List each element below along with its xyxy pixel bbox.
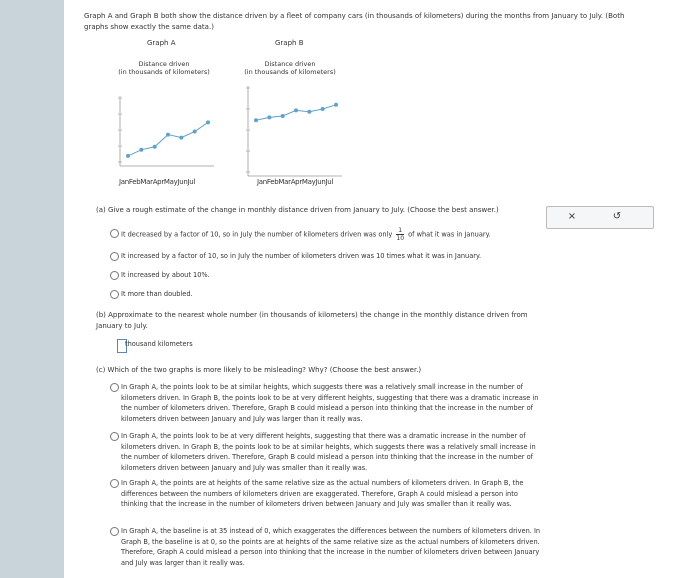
graph-b-ylabel-line2: (in thousands of kilometers) [244,68,336,76]
radio-button[interactable] [110,271,119,280]
part-c-option-2[interactable] [110,431,540,475]
data-point-jun [321,107,325,111]
part-c-option-3-text: In Graph A, the points are at heights of the same relative size as the actual numbers of kilometers driven. In Graph B, the differences between the numbers of kilometers driven are exaggerated. Therefore, Graph A could mislead a person into thinking that the increase in the number of kilometers driven between January and July was smaller than it really was. [121,479,524,508]
graph-a-ylabel-line2: (in thousands of kilometers) [118,68,210,76]
data-point-jan [126,154,130,158]
data-point-may [179,136,183,140]
undo-icon[interactable]: ↺ [612,211,622,222]
part-a-option-2-text: It increased by a factor of 10, so in July the number of kilometers driven was 10 times what it was in January. [121,252,482,260]
part-c-option-1[interactable] [110,382,540,426]
part-b-unit: thousand kilometers [125,340,193,348]
option-text-after: of what it was in January. [408,230,491,239]
data-point-jun [193,130,197,134]
data-point-feb [139,148,143,152]
radio-button[interactable] [110,479,119,488]
data-point-mar [153,145,157,149]
radio-button[interactable] [110,527,119,536]
graph-b-plot [246,86,342,176]
radio-button[interactable] [110,252,119,261]
answer-tools [546,206,654,229]
part-a-question: (a) Give a rough estimate of the change in monthly distance driven from January to July. (Choose the best answer.) [96,206,499,214]
fraction-denominator: 10 [396,235,405,242]
graph-a-chart [102,80,222,180]
data-point-jul [334,103,338,107]
radio-button[interactable] [110,229,119,238]
part-c-option-4[interactable] [110,526,540,570]
part-c-option-3[interactable] [110,478,540,522]
data-point-apr [294,108,298,112]
graph-a-title: Graph A [147,39,176,47]
fraction-numerator: 1 [398,227,403,234]
x-icon[interactable]: × [567,211,577,222]
part-a-option-4[interactable] [110,289,540,301]
graph-a-ylabel-line1: Distance driven [138,60,190,68]
graph-b-title: Graph B [275,39,304,47]
graph-b-chart [236,80,356,180]
graph-b-xlabels: JanFebMarAprMayJunJul [257,178,334,186]
part-b-question: (b) Approximate to the nearest whole number (in thousands of kilometers) the change in the monthly distance driven from January to July. [96,311,528,330]
graph-b-ylabel [220,60,360,76]
part-c-option-2-text: In Graph A, the points look to be at very different heights, suggesting that there was a dramatic increase in the number of kilometers driven. In Graph B, the points look to be at similar heights, which suggests there was a relatively small increase in the number of kilometers driven. Therefore, Graph B could mislead a person into thinking that the increase in the number of kilometers driven between January and July was smaller than it really was. [121,432,536,472]
part-a-option-3[interactable] [110,270,540,282]
data-point-apr [166,133,170,137]
part-a-option-2[interactable] [110,251,540,263]
graph-a-plot [118,96,214,166]
graph-b-ylabel-line1: Distance driven [264,60,316,68]
data-point-jan [254,118,258,122]
part-a-option-1-text [121,227,551,242]
part-c-option-1-text: In Graph A, the points look to be at similar heights, which suggests there was a relatively small increase in the number of kilometers driven. In Graph B, the points look to be at very different heights, suggesting that there was a dramatic increase in the number of kilometers driven. Therefore, Graph B could mislead a person into thinking that the increase in the number of kilometers driven between January and July was larger than it really was. [121,383,539,423]
part-a-option-3-text: It increased by about 10%. [121,271,210,279]
radio-button[interactable] [110,432,119,441]
data-point-feb [267,115,271,119]
intro-text: Graph A and Graph B both show the distance driven by a fleet of company cars (in thousands of kilometers) during the months from January to July. (Both graphs show exactly the same data.) [84,12,625,31]
part-a-option-1[interactable] [110,225,540,245]
graph-a-ylabel [94,60,234,76]
radio-button[interactable] [110,290,119,299]
graph-a-xlabels: JanFebMarAprMayJunJul [119,178,196,186]
data-point-mar [281,114,285,118]
option-text-before: It decreased by a factor of 10, so in July the number of kilometers driven was only [121,230,393,239]
question-panel [64,0,700,578]
part-c-question: (c) Which of the two graphs is more likely to be misleading? Why? (Choose the best answer.) [96,366,422,374]
radio-button[interactable] [110,383,119,392]
data-point-jul [206,120,210,124]
part-a-option-4-text: It more than doubled. [121,290,193,298]
part-c-option-4-text: In Graph A, the baseline is at 35 instead of 0, which exaggerates the differences between the numbers of kilometers driven. In Graph B, the baseline is at 0, so the points are at heights of the same relative size as the actual numbers of kilometers driven. Therefore, Graph A could mislead a person into thinking that the increase in the number of kilometers driven between January and July was larger than it really was. [121,527,541,567]
data-point-may [307,110,311,114]
fraction [396,227,404,242]
